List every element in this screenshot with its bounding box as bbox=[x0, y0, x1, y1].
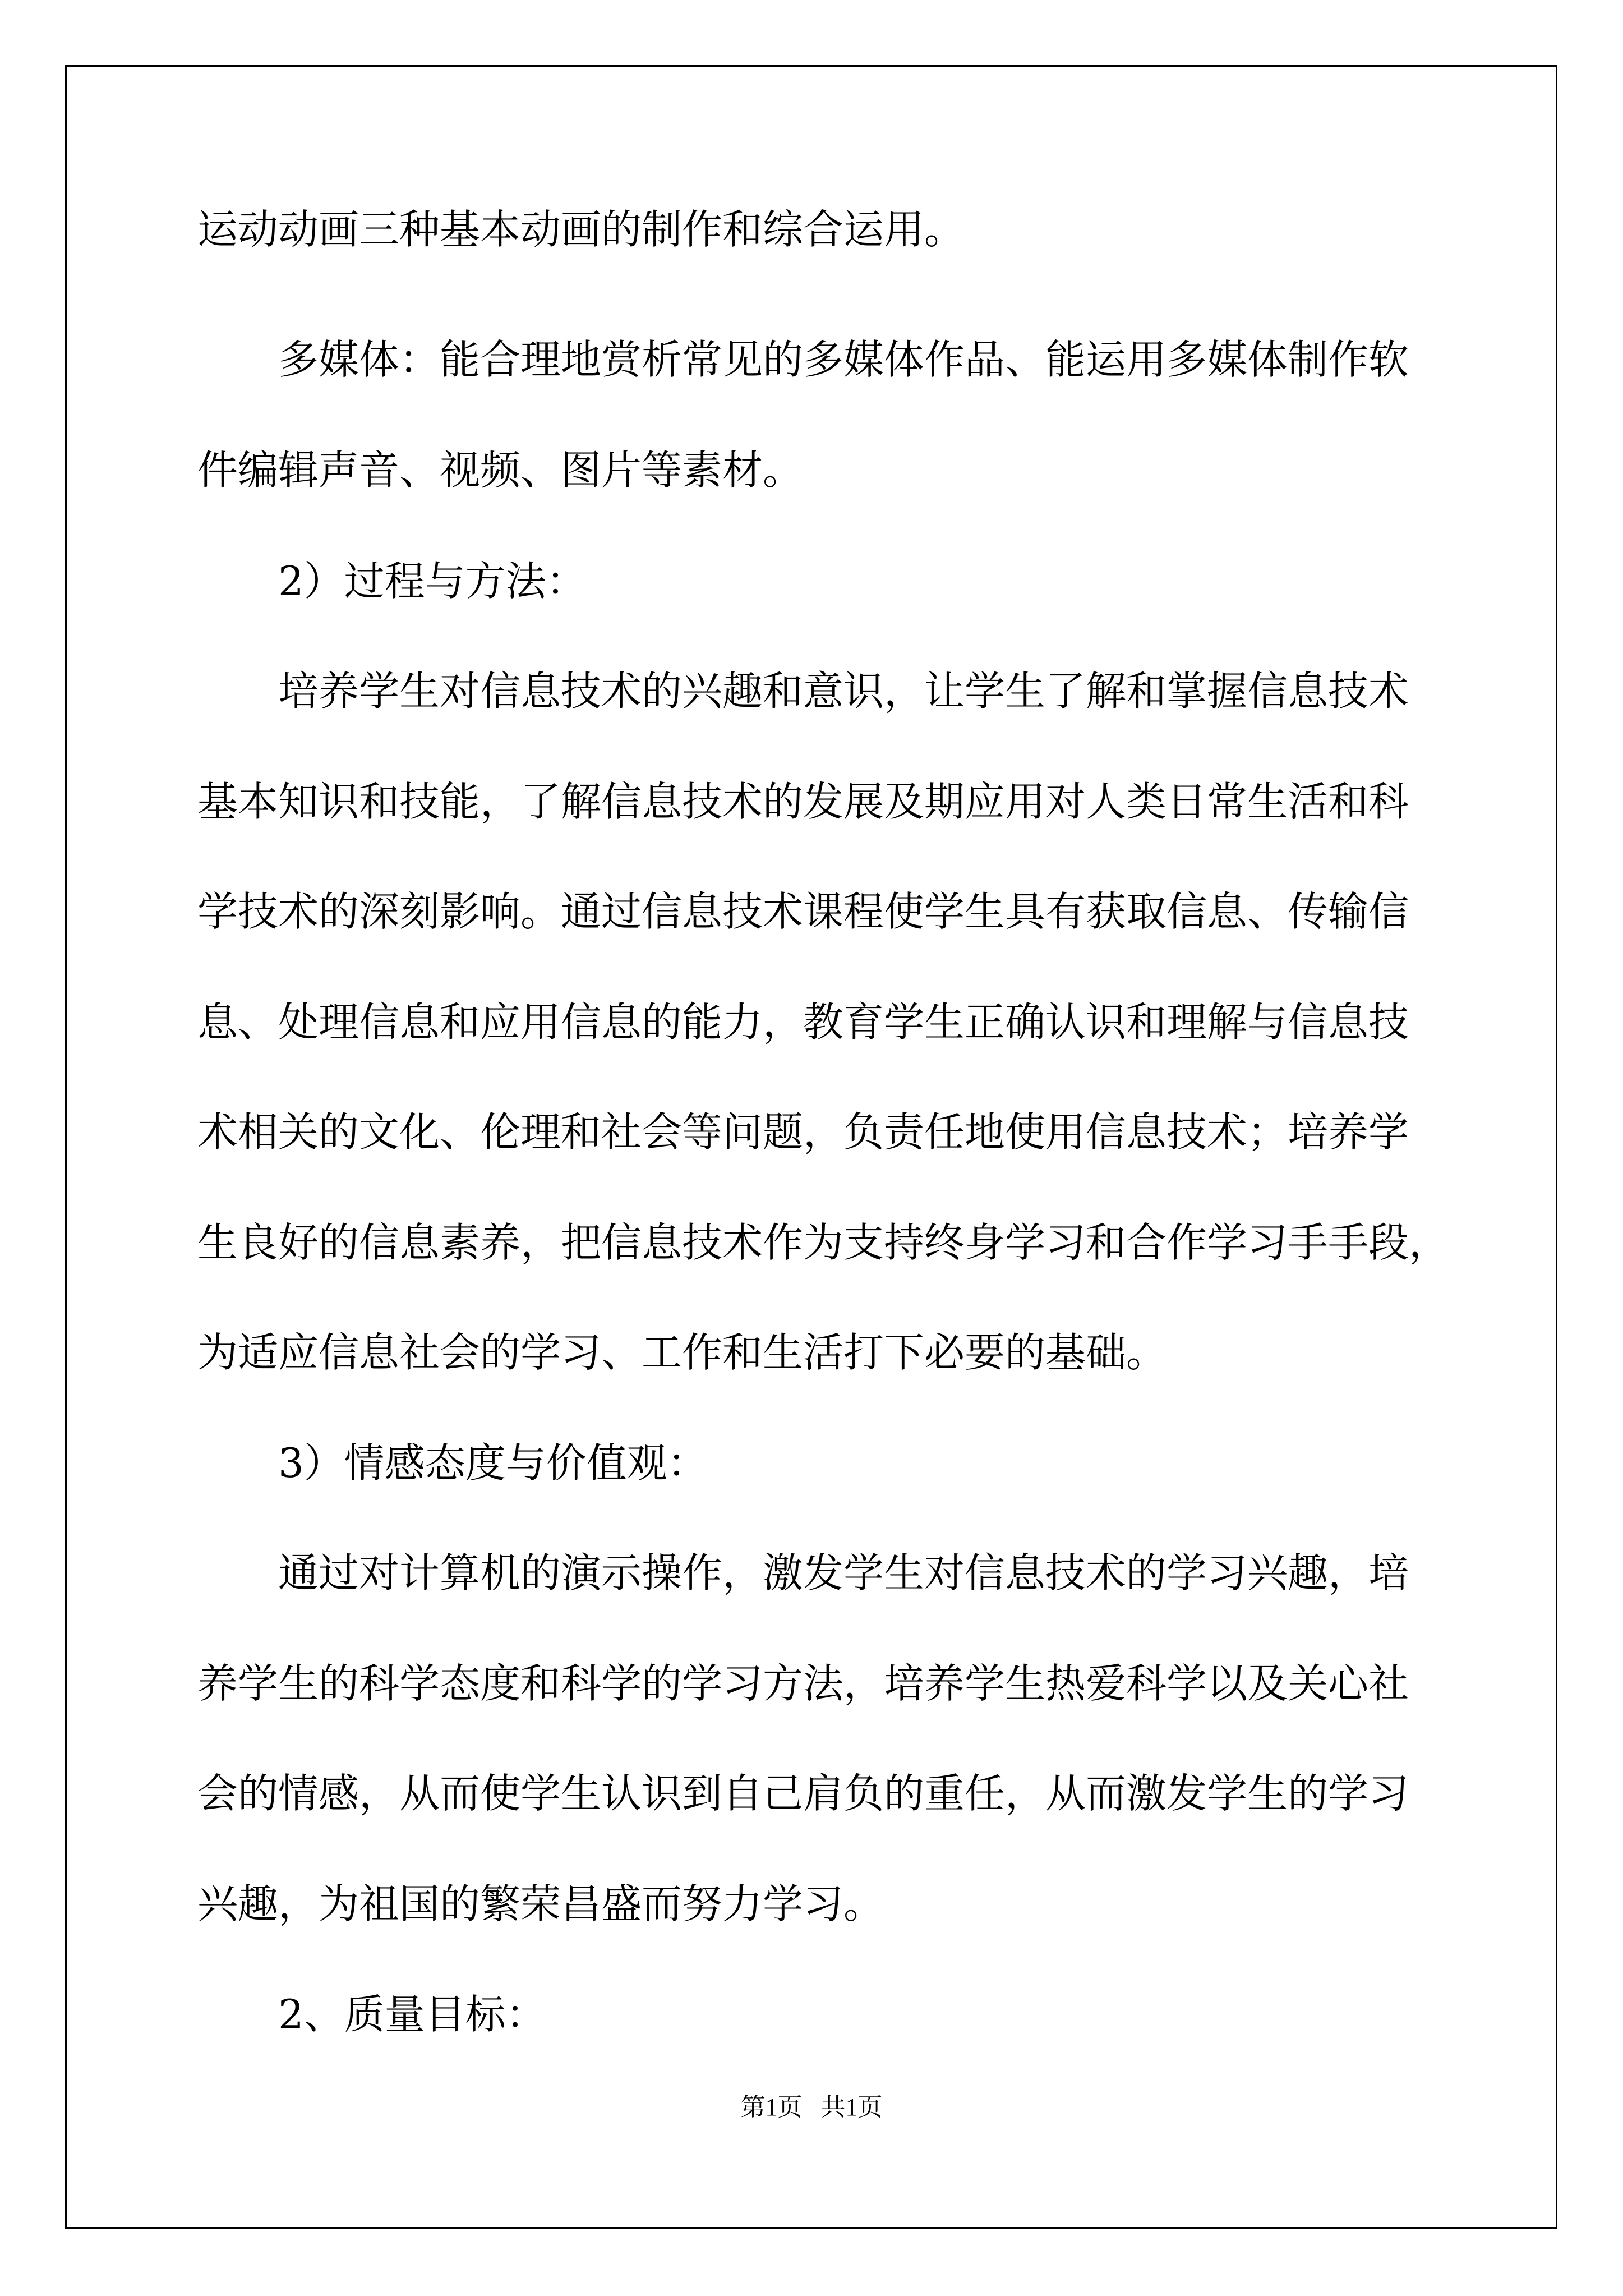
text-line: 为适应信息社会的学习、工作和生活打下必要的基础。 bbox=[197, 1329, 1167, 1376]
text-line: 会的情感，从而使学生认识到自己肩负的重任，从而激发学生的学习 bbox=[197, 1770, 1409, 1817]
text-line: 通过对计算机的演示操作，激发学生对信息技术的学习兴趣，培 bbox=[278, 1549, 1409, 1596]
text-line: 培养学生对信息技术的兴趣和意识，让学生了解和掌握信息技术 bbox=[278, 668, 1409, 715]
text-line: 多媒体：能合理地赏析常见的多媒体作品、能运用多媒体制作软 bbox=[278, 336, 1409, 383]
section-heading: 3）情感态度与价值观： bbox=[278, 1439, 708, 1487]
text-line: 运动动画三种基本动画的制作和综合运用。 bbox=[197, 206, 965, 253]
text-line: 件编辑声音、视频、图片等素材。 bbox=[197, 447, 804, 494]
text-line: 兴趣，为祖国的繁荣昌盛而努力学习。 bbox=[197, 1880, 884, 1927]
text-line: 基本知识和技能，了解信息技术的发展及期应用对人类日常生活和科 bbox=[197, 778, 1409, 825]
text-line: 术相关的文化、伦理和社会等问题，负责任地使用信息技术；培养学 bbox=[197, 1108, 1409, 1156]
text-line: 养学生的科学态度和科学的学习方法，培养学生热爱科学以及关心社 bbox=[197, 1660, 1409, 1707]
section-heading: 2）过程与方法： bbox=[278, 558, 587, 605]
section-heading: 2、质量目标： bbox=[278, 1991, 546, 2038]
text-line: 生良好的信息素养，把信息技术作为支持终身学习和合作学习手手段， bbox=[197, 1219, 1450, 1266]
text-line: 息、处理信息和应用信息的能力，教育学生正确认识和理解与信息技 bbox=[197, 999, 1409, 1046]
text-line: 学技术的深刻影响。通过信息技术课程使学生具有获取信息、传输信 bbox=[197, 888, 1409, 935]
page-footer: 第1页 共1页 bbox=[740, 2093, 883, 2121]
